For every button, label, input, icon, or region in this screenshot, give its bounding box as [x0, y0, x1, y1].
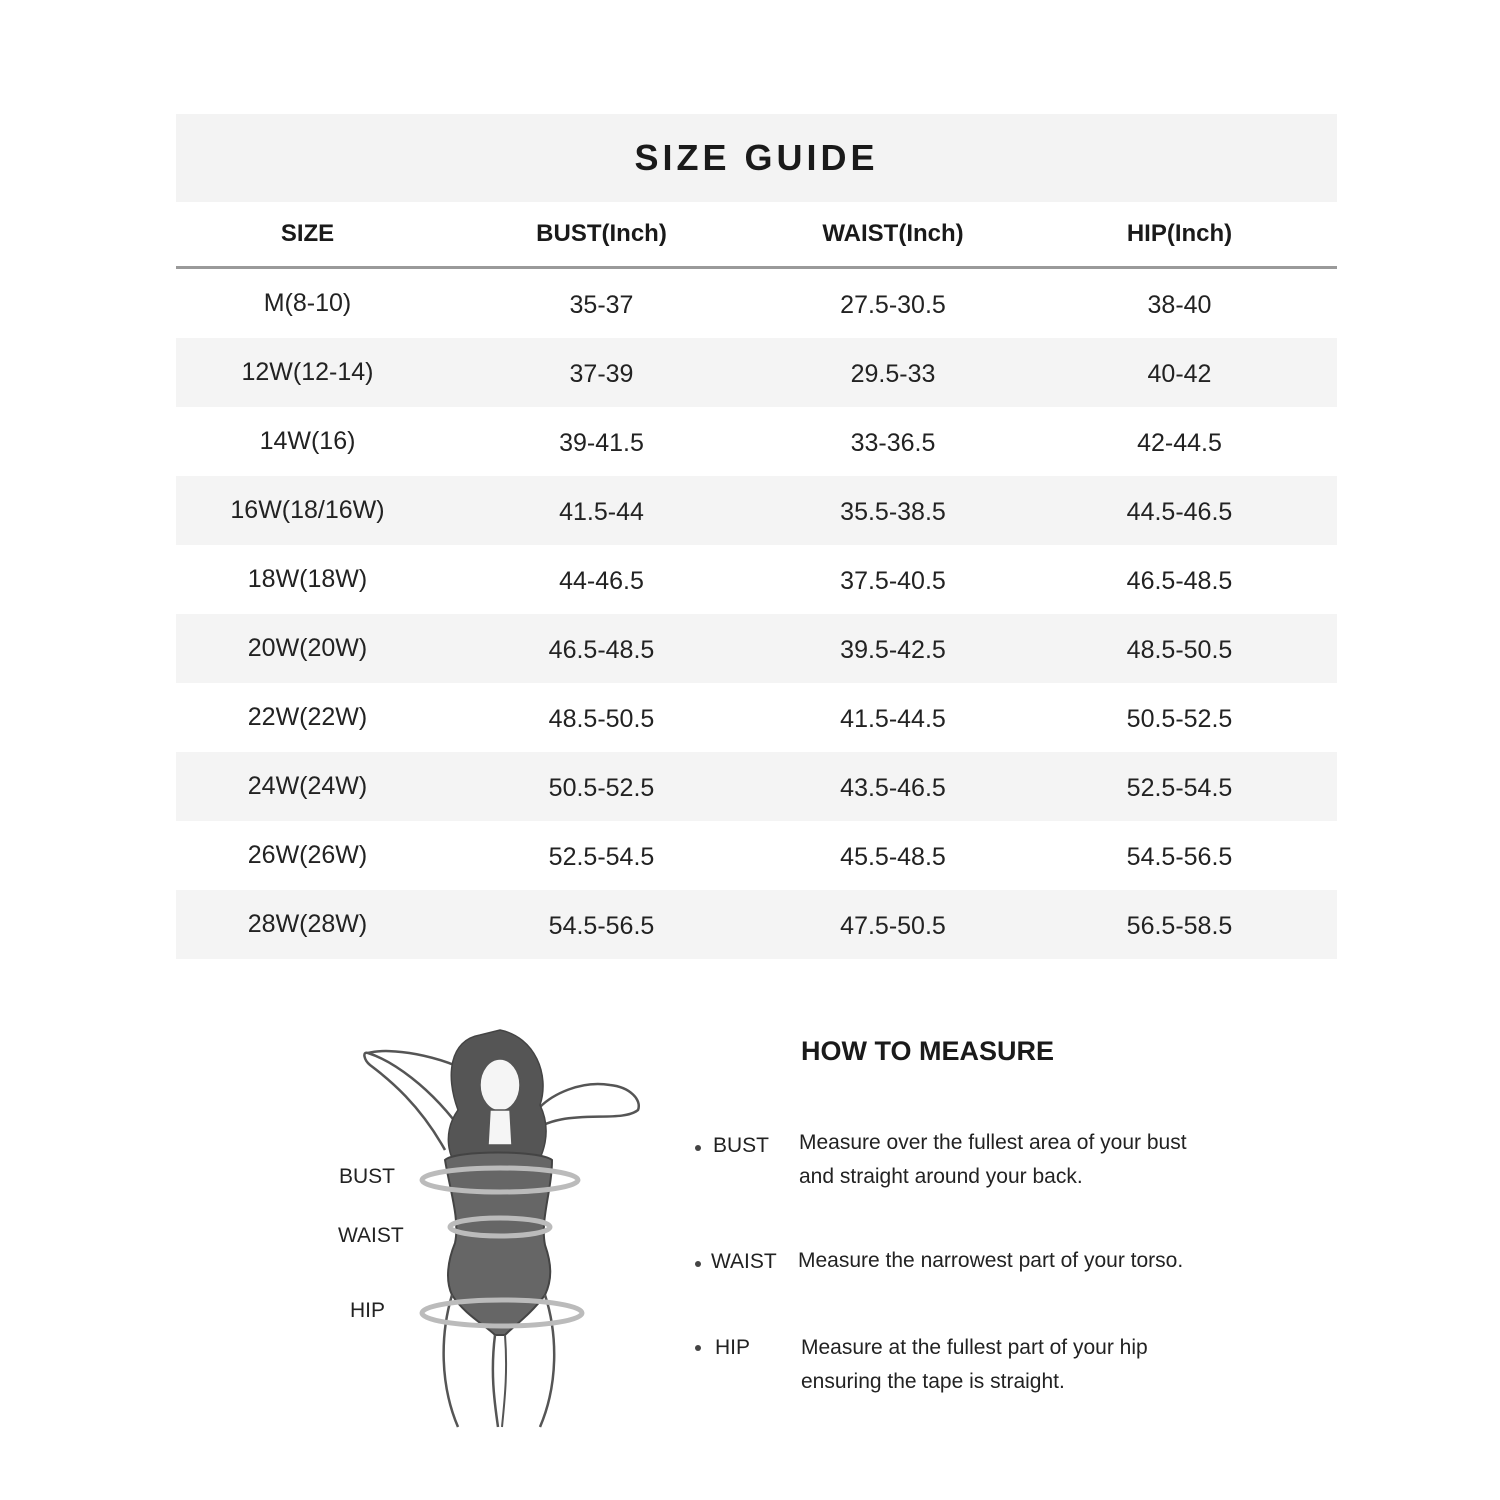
measure-desc-line: and straight around your back. — [799, 1165, 1083, 1188]
hip-cell: 56.5-58.5 — [1126, 912, 1233, 940]
how-to-measure-title: HOW TO MEASURE — [801, 1036, 1055, 1066]
waist-cell: 27.5-30.5 — [840, 291, 946, 319]
size-cell: 12W(12-14) — [241, 358, 374, 386]
bust-cell: 50.5-52.5 — [548, 774, 655, 802]
body-figure — [290, 1015, 670, 1435]
measure-label-waist: WAIST — [711, 1250, 777, 1273]
waist-cell: 47.5-50.5 — [840, 912, 946, 940]
bust-cell: 41.5-44 — [559, 498, 644, 526]
measure-label-bust: BUST — [713, 1134, 770, 1157]
table-row — [176, 476, 1337, 545]
measure-label-hip: HIP — [715, 1336, 751, 1359]
table-row — [176, 821, 1337, 890]
size-table — [176, 114, 1337, 959]
measure-desc-bust — [799, 1126, 1187, 1194]
waist-cell: 39.5-42.5 — [840, 636, 946, 664]
bust-cell: 46.5-48.5 — [548, 636, 655, 664]
size-cell: 20W(20W) — [247, 634, 368, 662]
table-row — [176, 407, 1337, 476]
table-header — [176, 202, 1337, 269]
hip-cell: 50.5-52.5 — [1126, 705, 1233, 733]
measure-desc-line: ensuring the tape is straight. — [801, 1370, 1065, 1393]
size-cell: 26W(26W) — [247, 841, 368, 869]
measure-desc-line: Measure the narrowest part of your torso. — [798, 1249, 1184, 1272]
size-cell: 28W(28W) — [247, 910, 368, 938]
measure-desc-waist — [798, 1244, 1183, 1278]
hip-cell: 42-44.5 — [1137, 429, 1222, 457]
bust-cell: 44-46.5 — [559, 567, 644, 595]
table-row — [176, 890, 1337, 959]
bullet-icon — [695, 1345, 701, 1351]
table-row — [176, 752, 1337, 821]
bust-cell: 39-41.5 — [559, 429, 644, 457]
size-cell: 14W(16) — [259, 427, 356, 455]
size-cell: 22W(22W) — [247, 703, 368, 731]
table-row — [176, 614, 1337, 683]
measure-desc-line: Measure over the fullest area of your bust — [799, 1131, 1187, 1154]
bust-cell: 54.5-56.5 — [548, 912, 655, 940]
figure-label-waist: WAIST — [338, 1224, 404, 1247]
bullet-icon — [695, 1261, 701, 1267]
figure-label-bust: BUST — [339, 1165, 396, 1188]
hip-cell: 40-42 — [1147, 360, 1212, 388]
waist-cell: 41.5-44.5 — [840, 705, 946, 733]
waist-cell: 29.5-33 — [850, 360, 936, 388]
size-cell: M(8-10) — [263, 289, 352, 317]
hip-cell: 54.5-56.5 — [1126, 843, 1233, 871]
waist-cell: 37.5-40.5 — [840, 567, 946, 595]
hip-cell: 48.5-50.5 — [1126, 636, 1233, 664]
bust-cell: 48.5-50.5 — [548, 705, 655, 733]
hip-cell: 38-40 — [1147, 291, 1212, 319]
column-header-bust: BUST(Inch) — [536, 220, 667, 247]
measure-desc-line: Measure at the fullest part of your hip — [801, 1336, 1148, 1359]
title-bar — [176, 114, 1337, 202]
table-row — [176, 338, 1337, 407]
hip-cell: 44.5-46.5 — [1126, 498, 1233, 526]
table-row — [176, 269, 1337, 338]
waist-cell: 35.5-38.5 — [840, 498, 946, 526]
figure-label-hip: HIP — [350, 1299, 386, 1322]
column-header-size: SIZE — [280, 220, 335, 247]
table-row — [176, 545, 1337, 614]
measure-desc-hip — [801, 1331, 1148, 1399]
hip-cell: 46.5-48.5 — [1126, 567, 1233, 595]
bullet-icon — [695, 1145, 701, 1151]
bust-cell: 37-39 — [569, 360, 634, 388]
waist-cell: 33-36.5 — [850, 429, 936, 457]
waist-cell: 43.5-46.5 — [840, 774, 946, 802]
size-cell: 18W(18W) — [247, 565, 368, 593]
size-cell: 16W(18/16W) — [230, 496, 385, 524]
page-title: SIZE GUIDE — [634, 137, 879, 178]
hip-cell: 52.5-54.5 — [1126, 774, 1233, 802]
column-header-waist: WAIST(Inch) — [822, 220, 964, 247]
table-row — [176, 683, 1337, 752]
size-cell: 24W(24W) — [247, 772, 368, 800]
waist-cell: 45.5-48.5 — [840, 843, 946, 871]
column-header-hip: HIP(Inch) — [1126, 220, 1233, 247]
bust-cell: 52.5-54.5 — [548, 843, 655, 871]
bust-cell: 35-37 — [569, 291, 634, 319]
